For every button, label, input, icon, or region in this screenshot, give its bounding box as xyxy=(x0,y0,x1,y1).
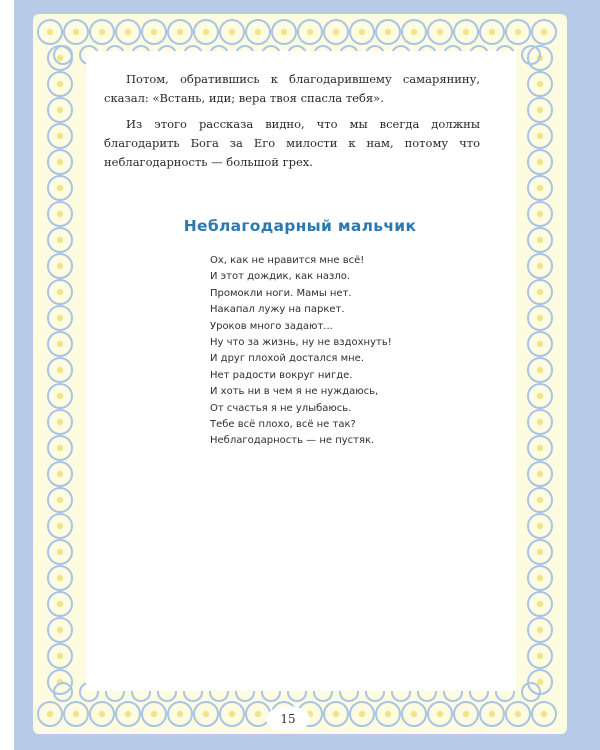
frame-star xyxy=(281,29,287,35)
page-number-badge xyxy=(266,706,310,732)
poem-title: Неблагодарный мальчик xyxy=(183,217,417,235)
poem-line: Ох, как не нравится мне всё! xyxy=(210,255,365,266)
frame-star xyxy=(537,185,543,191)
frame-star xyxy=(57,81,63,87)
frame-ring xyxy=(54,683,72,701)
frame-star xyxy=(411,711,417,717)
frame-star xyxy=(537,523,543,529)
frame-star xyxy=(537,237,543,243)
poem-line: И друг плохой достался мне. xyxy=(210,353,365,365)
frame-star xyxy=(537,289,543,295)
frame-star xyxy=(57,185,63,191)
frame-star xyxy=(203,711,209,717)
frame-star xyxy=(57,445,63,451)
frame-star xyxy=(99,711,105,717)
frame-star xyxy=(255,711,261,717)
frame-star xyxy=(57,497,63,503)
frame-star xyxy=(437,711,443,717)
frame-star xyxy=(537,601,543,607)
poem-line: Уроков много задают... xyxy=(210,320,333,332)
frame-star xyxy=(57,341,63,347)
frame-star xyxy=(47,29,53,35)
frame-star xyxy=(203,29,209,35)
frame-star xyxy=(57,263,63,269)
frame-star xyxy=(411,29,417,35)
frame-star xyxy=(177,711,183,717)
frame-star xyxy=(537,653,543,659)
frame-star xyxy=(57,159,63,165)
frame-star xyxy=(541,29,547,35)
frame-star xyxy=(537,445,543,451)
poem-line: И этот дождик, как назло. xyxy=(210,271,351,283)
frame-star xyxy=(537,575,543,581)
frame-star xyxy=(57,523,63,529)
frame-star xyxy=(537,107,543,113)
poem-line: Накапал лужу на паркет. xyxy=(210,304,345,316)
frame-star xyxy=(359,29,365,35)
frame-star xyxy=(463,29,469,35)
poem-line: И хоть ни в чем я не нуждаюсь, xyxy=(210,386,379,398)
frame-star xyxy=(537,367,543,373)
frame-star xyxy=(537,263,543,269)
frame-star xyxy=(99,29,105,35)
frame-star xyxy=(515,29,521,35)
frame-star xyxy=(437,29,443,35)
frame-star xyxy=(229,29,235,35)
frame-star xyxy=(125,29,131,35)
frame-star xyxy=(463,711,469,717)
frame-star xyxy=(537,315,543,321)
page-number: 15 xyxy=(280,712,296,726)
frame-star xyxy=(57,575,63,581)
paragraph-2-text: Из этого рассказа видно, что мы всегда должны благодарить Бога за Его милости к нам, потому что неблагодарность — большой грех. xyxy=(104,117,480,169)
frame-star xyxy=(537,159,543,165)
frame-star xyxy=(537,133,543,139)
frame-star xyxy=(73,29,79,35)
poem-line: Тебе всё плохо, всё не так? xyxy=(210,419,356,431)
frame-star xyxy=(57,653,63,659)
frame-star xyxy=(57,471,63,477)
paragraph-1 xyxy=(104,70,480,108)
paragraph-1-text: Потом, обратившись к благодарившему самарянину, сказал: «Встань, иди; вера твоя спасла тебя». xyxy=(104,72,480,105)
frame-star xyxy=(255,29,261,35)
poem-line: От счастья я не улыбаюсь. xyxy=(210,402,352,414)
frame-star xyxy=(57,549,63,555)
frame-star xyxy=(57,627,63,633)
poem-line: Ну что за жизнь, ну не вздохнуть! xyxy=(210,337,392,349)
frame-star xyxy=(125,711,131,717)
frame-star xyxy=(57,315,63,321)
frame-star xyxy=(537,549,543,555)
frame-star xyxy=(57,419,63,425)
frame-star xyxy=(307,29,313,35)
frame-star xyxy=(57,367,63,373)
frame-star xyxy=(385,711,391,717)
frame-star xyxy=(537,341,543,347)
poem-line: Промокли ноги. Мамы нет. xyxy=(210,287,352,299)
frame-star xyxy=(57,133,63,139)
frame-star xyxy=(515,711,521,717)
frame-star xyxy=(385,29,391,35)
frame-star xyxy=(537,393,543,399)
frame-star xyxy=(489,711,495,717)
frame-star xyxy=(537,81,543,87)
frame-star xyxy=(47,711,53,717)
frame-star xyxy=(151,29,157,35)
frame-star xyxy=(537,679,543,685)
frame-star xyxy=(333,711,339,717)
frame-star xyxy=(333,29,339,35)
frame-star xyxy=(57,289,63,295)
frame-star xyxy=(537,497,543,503)
frame-star xyxy=(57,55,63,61)
frame-star xyxy=(73,711,79,717)
frame-star xyxy=(151,711,157,717)
frame-star xyxy=(229,711,235,717)
frame-star xyxy=(57,601,63,607)
frame-star xyxy=(359,711,365,717)
frame-star xyxy=(177,29,183,35)
poem-line: Нет радости вокруг нигде. xyxy=(210,369,353,381)
frame-star xyxy=(541,711,547,717)
poem xyxy=(210,253,470,450)
frame-star xyxy=(57,107,63,113)
poem-line: Неблагодарность — не пустяк. xyxy=(210,435,375,447)
frame-ring xyxy=(522,683,540,701)
frame-star xyxy=(537,627,543,633)
frame-star xyxy=(537,471,543,477)
frame-star xyxy=(537,419,543,425)
frame-star xyxy=(57,237,63,243)
frame-star xyxy=(57,393,63,399)
frame-ring xyxy=(54,46,72,64)
paragraph-2 xyxy=(104,115,480,172)
frame-star xyxy=(489,29,495,35)
